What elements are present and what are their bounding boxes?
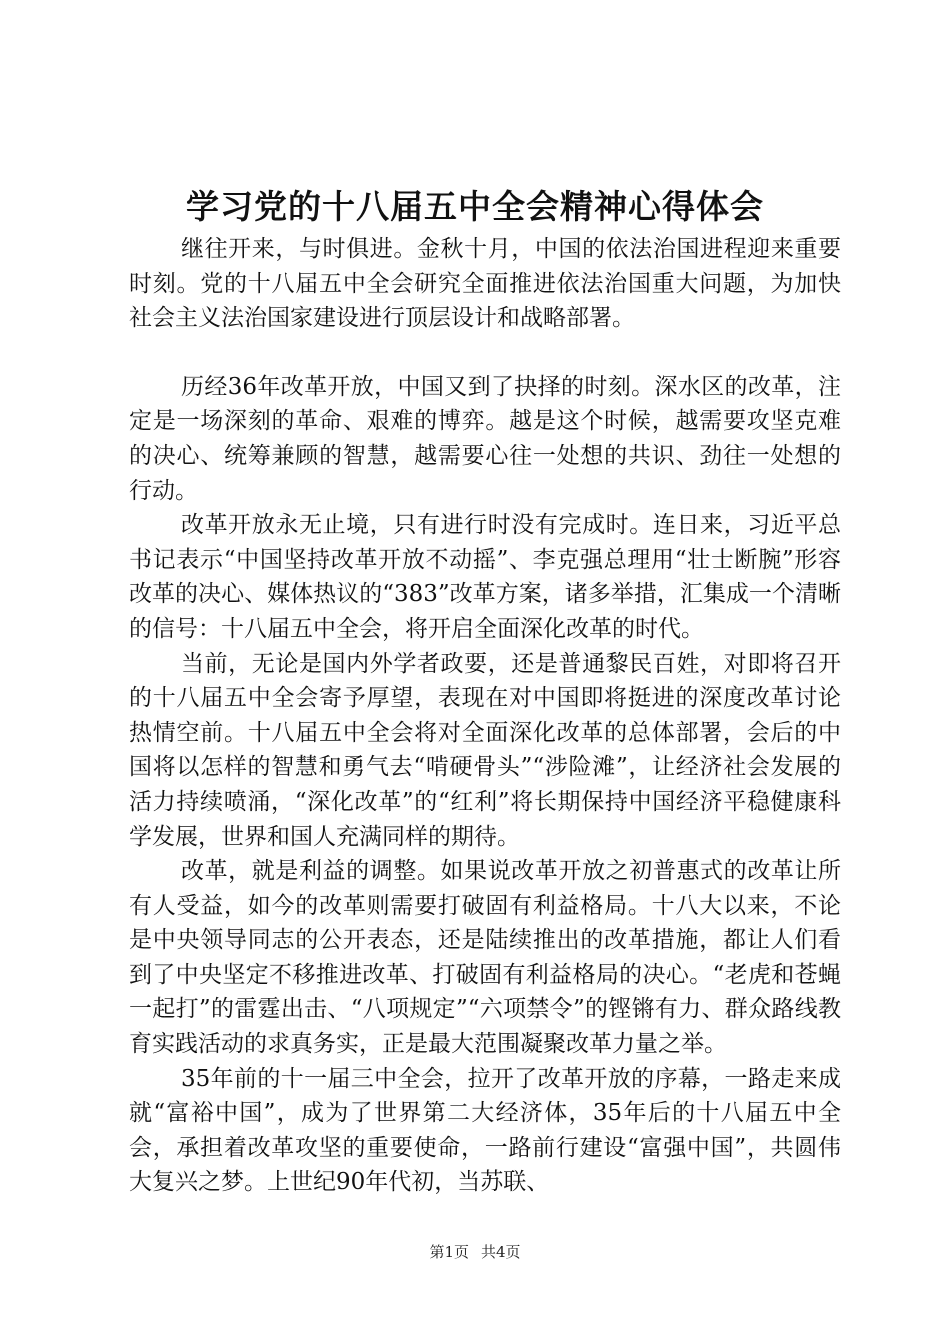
page-footer (0, 1242, 950, 1262)
paragraph: 35年前的十一届三中全会，拉开了改革开放的序幕，一路走来成就“富裕中国”，成为了世界第二大经济体，35年后的十八届五中全会，承担着改革攻坚的重要使命，一路前行建设“富强中国”，共圆伟大复兴之梦。上世纪90年代初，当苏联、 (129, 1065, 841, 1196)
paragraph: 继往开来，与时俱进。金秋十月，中国的依法治国进程迎来重要时刻。党的十八届五中全会研究全面推进依法治国重大问题，为加快社会主义法治国家建设进行顶层设计和战略部署。 (129, 236, 841, 332)
paragraph: 历经36年改革开放，中国又到了抉择的时刻。深水区的改革，注定是一场深刻的革命、艰难的博弈。越是这个时候，越需要攻坚克难的决心、统筹兼顾的智慧，越需要心往一处想的共识、劲往一处想的行动。 (129, 373, 841, 504)
paragraph: 改革开放永无止境，只有进行时没有完成时。连日来，习近平总书记表示“中国坚持改革开放不动摇”、李克强总理用“壮士断腕”形容改革的决心、媒体热议的“383”改革方案，诸多举措，汇集成一个清晰的信号：十八届五中全会，将开启全面深化改革的时代。 (129, 512, 841, 642)
document-body (129, 232, 841, 1200)
document-title: 学习党的十八届五中全会精神心得体会 (186, 187, 764, 226)
page-total: 共4页 (481, 1243, 521, 1261)
page-number: 第1页 (429, 1243, 469, 1261)
paragraph: 改革，就是利益的调整。如果说改革开放之初普惠式的改革让所有人受益，如今的改革则需要打破固有利益格局。十八大以来，不论是中央领导同志的公开表态，还是陆续推出的改革措施，都让人们看到了中央坚定不移推进改革、打破固有利益格局的决心。“老虎和苍蝇一起打”的雷霆出击、“八项规定”“六项禁令”的铿锵有力、群众路线教育实践活动的求真务实，正是最大范围凝聚改革力量之举。 (129, 858, 841, 1058)
paragraph: 当前，无论是国内外学者政要，还是普通黎民百姓，对即将召开的十八届五中全会寄予厚望，表现在对中国即将挺进的深度改革讨论热情空前。十八届五中全会将对全面深化改革的总体部署，会后的中国将以怎样的智慧和勇气去“啃硬骨头”“涉险滩”，让经济社会发展的活力持续喷涌，“深化改革”的“红利”将长期保持中国经济平稳健康科学发展，世界和国人充满同样的期待。 (129, 650, 841, 850)
